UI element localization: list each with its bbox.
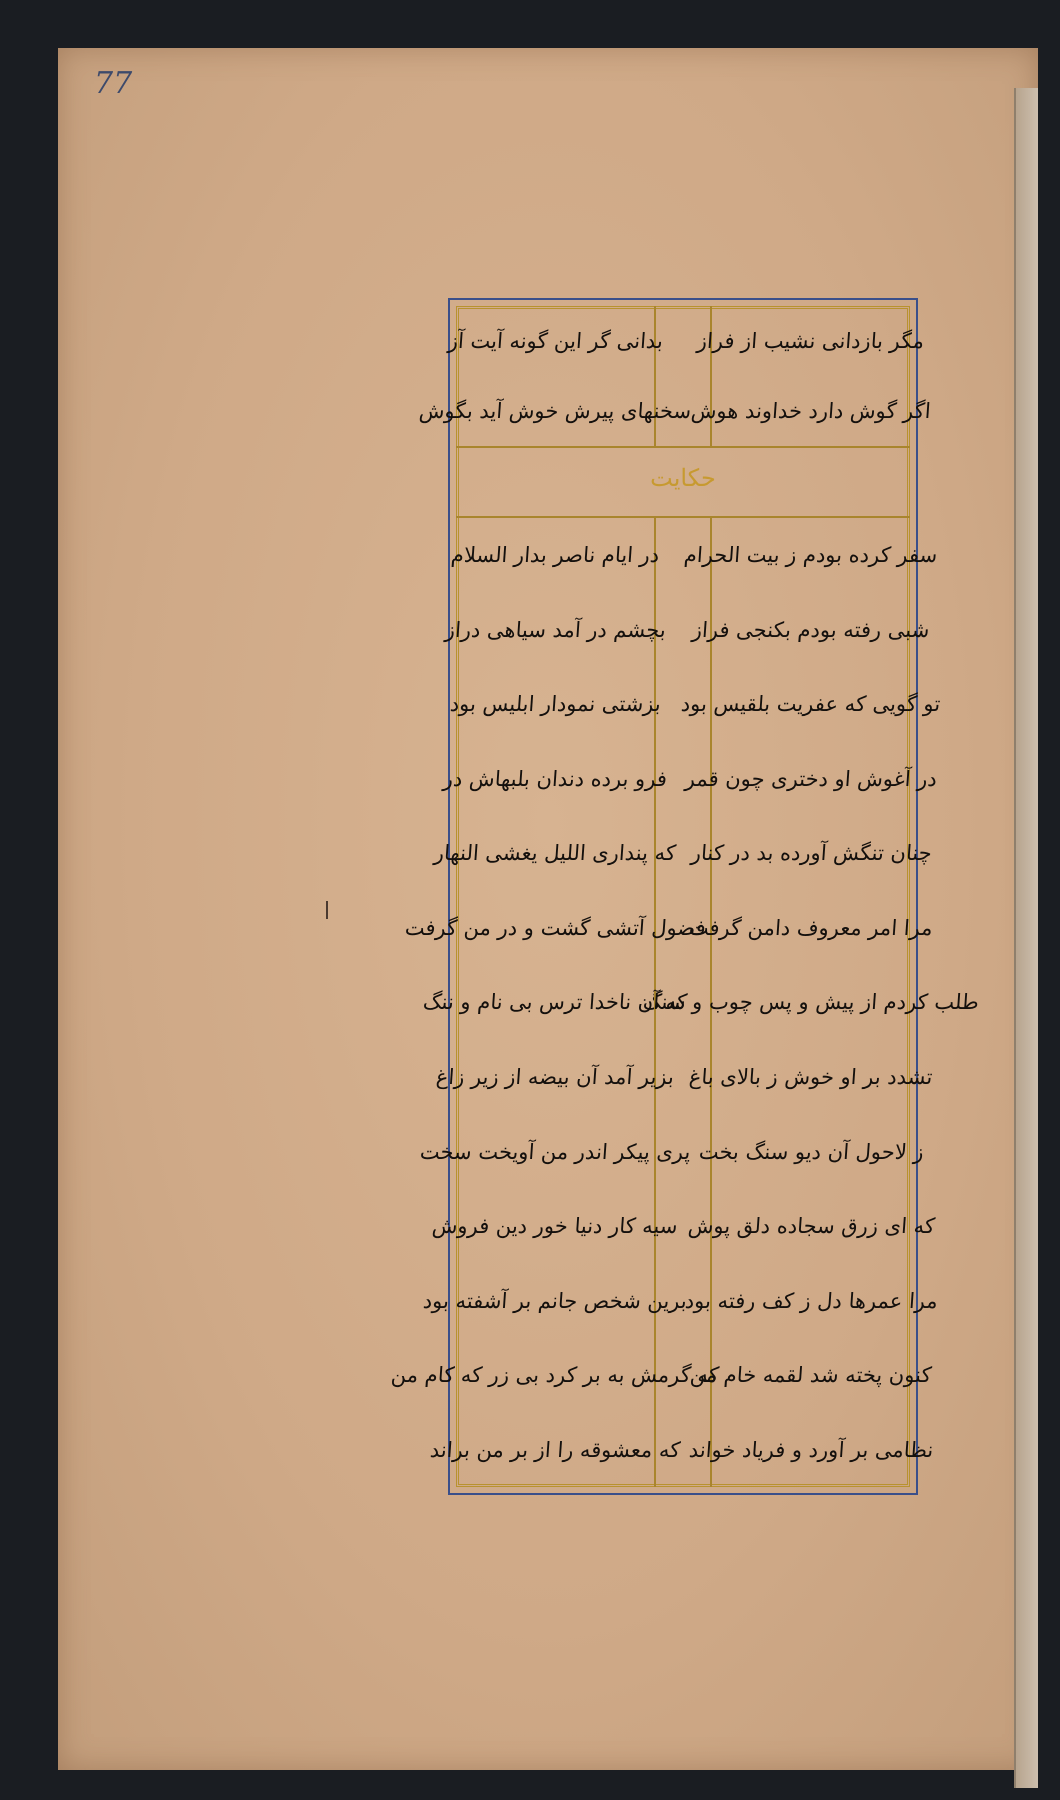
section-title: حکایت	[650, 464, 716, 492]
verse-line: ز لاحول آن دیو سنگ بخت	[697, 1139, 925, 1164]
verse-line: اگر گوش دارد خداوند هوش	[690, 399, 932, 423]
adjacent-page-edge	[1014, 88, 1038, 1788]
verse-line: فرو برده دندان بلبهاش در	[442, 766, 668, 791]
verse-line: مگر بازدانی نشیب از فراز	[696, 329, 926, 353]
verse-line: تشدد بر او خوش ز بالای باغ	[688, 1064, 934, 1089]
verse-line: که معشوقه را از بر من براند	[428, 1437, 681, 1462]
body-verse-block	[390, 518, 980, 1487]
verse-line: سخنهای پیرش خوش آید بگوش	[418, 399, 692, 423]
verse-line: در ایام ناصر بدار السلام	[450, 543, 660, 568]
folio-number: 77	[94, 66, 133, 101]
verse-line: تو گویی که عفریت بلقیس بود	[680, 692, 942, 717]
title-band	[456, 448, 910, 518]
verse-line: در آغوش او دختری چون قمر	[684, 766, 938, 791]
body-verse-column-left	[390, 518, 720, 1487]
header-verse-column-left	[418, 306, 692, 446]
verse-line: چنان تنگش آورده بد در کنار	[689, 841, 933, 866]
verse-line: طلب کردم از پیش و پس چوب و سنگ	[642, 990, 980, 1015]
verse-line: که پنداری اللیل یغشی النهار	[433, 841, 677, 866]
ink-mark	[326, 901, 328, 919]
verse-line: سفر کرده بودم ز بیت الحرام	[683, 543, 939, 568]
verse-line: که گرمش به بر کرد بی زر که کام من	[390, 1363, 720, 1388]
verse-line: سیه کار دنیا خور دین فروش	[431, 1214, 679, 1239]
verse-line: بچشم در آمد سیاهی دراز	[443, 617, 667, 642]
verse-line: مرا امر معروف دامن گرفت	[688, 915, 934, 940]
header-verse-column-right	[690, 306, 932, 446]
verse-line: بدانی گر این گونه آیت آز	[446, 329, 664, 353]
verse-line: کنون پخته شد لقمه خام من	[689, 1363, 933, 1388]
verse-line: پری پیکر اندر من آویخت سخت	[418, 1139, 692, 1164]
verse-line: فضول آتشی گشت و در من گرفت	[403, 915, 707, 940]
verse-line: نظامی بر آورد و فریاد خواند	[687, 1437, 935, 1462]
verse-line: مرا عمرها دل ز کف رفته بود	[683, 1288, 939, 1313]
text-block-frame	[390, 298, 980, 1495]
verse-line: که آن ناخدا ترس بی نام و ننگ	[422, 990, 688, 1015]
verse-line: برین شخص جانم بر آشفته بود	[422, 1288, 688, 1313]
body-verse-column-right	[642, 518, 980, 1487]
verse-line: بزیر آمد آن بیضه از زیر زاغ	[435, 1064, 675, 1089]
verse-line: که ای زرق سجاده دلق پوش	[686, 1214, 936, 1239]
verse-line: بزشتی نمودار ابلیس بود	[448, 692, 662, 717]
manuscript-page	[58, 48, 1038, 1770]
verse-line: شبی رفته بودم بکنجی فراز	[691, 617, 931, 642]
header-verse-row	[418, 306, 932, 448]
